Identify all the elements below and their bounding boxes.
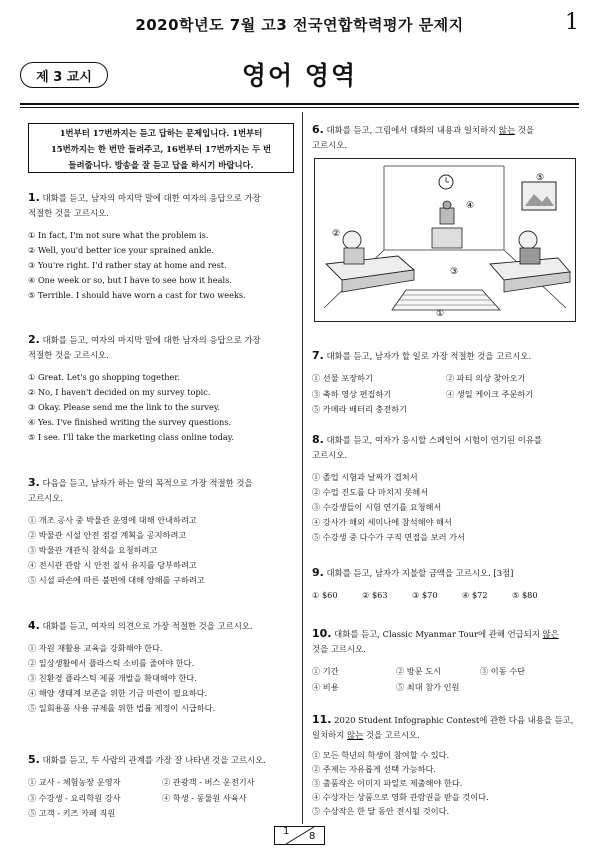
option-5[interactable]: ⑤ I see. I'll take the marketing class online today.	[28, 432, 234, 442]
option-3[interactable]: ③ 이동 수단	[480, 666, 526, 676]
session-badge: 제 3 교시	[20, 62, 108, 88]
listening-notice	[28, 123, 294, 173]
question-text: 대화를 듣고, 그림에서 대화의 내용과 일치하지	[326, 125, 499, 135]
question-text: 대화를 듣고, 남자가 지불할 금액을 고르시오. [3점]	[326, 568, 514, 578]
option-2[interactable]: ② 수업 진도를 다 마치지 못해서	[312, 487, 429, 497]
notice-line: 들려줍니다. 방송을 잘 듣고 답을 하시기 바랍니다.	[68, 160, 254, 170]
option-1[interactable]: ① 개조 공사 중 박물관 운영에 대해 안내하려고	[28, 515, 197, 525]
question-text: 대화를 듣고, 남자의 마지막 말에 대한 여자의 응답으로 가장	[42, 193, 261, 203]
option-1[interactable]: ① 기간	[312, 666, 339, 676]
option-2[interactable]: ② 방문 도시	[396, 666, 442, 676]
question-1	[28, 190, 296, 303]
option-4[interactable]: ④ 비용	[312, 681, 339, 692]
option-3[interactable]: ③ $70	[412, 590, 438, 600]
option-4[interactable]: ④ 수상자는 상품으로 영화 관람권을 받을 것이다.	[312, 792, 489, 802]
question-number: 5.	[28, 753, 40, 766]
question-11	[312, 712, 584, 818]
option-2[interactable]: ② 일상생활에서 플라스틱 소비를 줄여야 한다.	[28, 658, 195, 668]
question-8	[312, 432, 584, 545]
option-3[interactable]: ③ 박물관 개관식 참석을 요청하려고	[28, 545, 158, 555]
option-4[interactable]: ④ 학생 - 동물원 사육사	[162, 792, 247, 803]
question-5	[28, 752, 296, 822]
option-3[interactable]: ③ Okay. Please send me the link to the survey.	[28, 402, 221, 412]
option-3[interactable]: ③ 출품작은 이미지 파일로 제출해야 한다.	[312, 778, 463, 788]
option-2[interactable]: ② Well, you'd better ice your sprained ankle.	[28, 245, 214, 255]
picture-label-5: ⑤	[536, 173, 545, 183]
underlined-word: 않은	[542, 629, 559, 639]
underlined-word: 않는	[347, 730, 364, 740]
header-divider-thick	[20, 103, 579, 105]
option-2[interactable]: ② 파티 의상 찾아오기	[446, 373, 526, 383]
option-5[interactable]: ⑤ Terrible. I should have worn a cast for two weeks.	[28, 290, 246, 300]
question-9	[312, 565, 584, 604]
option-5[interactable]: ⑤ 시설 파손에 따른 불편에 대해 양해를 구하려고	[28, 575, 205, 585]
option-4[interactable]: ④ Yes. I've finished writing the survey questions.	[28, 417, 232, 427]
question-text: 대화를 듣고, 여자의 의견으로 가장 적절한 것을 고르시오.	[42, 621, 253, 631]
option-5[interactable]: ⑤ $80	[512, 590, 538, 600]
current-page: 1	[283, 826, 290, 837]
option-3[interactable]: ③ 축하 영상 편집하기	[312, 388, 392, 399]
option-5[interactable]: ⑤ 일회용품 사용 규제를 위한 법률 제정이 시급하다.	[28, 703, 216, 713]
question-3	[28, 475, 296, 588]
option-5[interactable]: ⑤ 수상작은 한 달 동안 전시될 것이다.	[312, 806, 450, 816]
question-text-cont: 적절한 것을 고르시오.	[28, 350, 109, 360]
question-text: 것을	[515, 125, 534, 135]
header-divider-thin	[20, 107, 579, 108]
question-text-cont: 고르시오.	[312, 450, 348, 460]
question-number: 7.	[312, 349, 324, 362]
question-text: 대화를 듣고, 여자가 응시할 스페인어 시험이 연기된 이유를	[326, 435, 542, 445]
option-5[interactable]: ⑤ 최대 참가 인원	[396, 681, 460, 692]
option-1[interactable]: ① In fact, I'm not sure what the problem is.	[28, 230, 209, 240]
question-number: 1.	[28, 191, 40, 204]
option-1[interactable]: ① 졸업 시험과 날짜가 겹쳐서	[312, 472, 418, 482]
option-4[interactable]: ④ 전시관 관람 시 안전 질서 유지를 당부하려고	[28, 560, 197, 570]
question-text-cont: 일치하지	[312, 730, 348, 740]
option-5[interactable]: ⑤ 고객 - 키즈 카페 직원	[28, 808, 116, 818]
question-text: 대화를 듣고, 남자가 할 일로 가장 적절한 것을 고르시오.	[326, 351, 532, 361]
question-text-cont: 것을 고르시오.	[312, 644, 366, 654]
question-number: 4.	[28, 619, 40, 632]
picture-label-4: ④	[466, 201, 475, 211]
question-number: 10.	[312, 627, 332, 640]
question-4	[28, 618, 296, 716]
picture-label-2: ②	[332, 229, 341, 239]
question-text: 대화를 듣고, 두 사람의 관계를 가장 잘 나타낸 것을 고르시오.	[42, 755, 266, 765]
question-number: 9.	[312, 566, 324, 579]
underlined-word: 않는	[498, 125, 516, 135]
option-2[interactable]: ② 주제는 자유롭게 선택 가능하다.	[312, 764, 437, 774]
option-4[interactable]: ④ 생일 케이크 주문하기	[446, 388, 534, 399]
page-indicator	[274, 826, 325, 845]
option-4[interactable]: ④ 해양 생태계 보존을 위한 기금 마련이 필요하다.	[28, 688, 208, 698]
question-number: 11.	[312, 713, 332, 726]
question-number: 2.	[28, 333, 40, 346]
option-1[interactable]: ① $60	[312, 590, 338, 600]
option-3[interactable]: ③ 수강생 - 요리학원 강사	[28, 792, 121, 803]
option-3[interactable]: ③ You're right. I'd rather stay at home and rest.	[28, 260, 227, 270]
page-header-title: 2020학년도 7월 고3 전국연합학력평가 문제지	[135, 16, 464, 34]
question-number: 3.	[28, 476, 40, 489]
option-5[interactable]: ⑤ 카메라 배터리 충전하기	[312, 404, 408, 414]
option-1[interactable]: ① 모든 학년의 학생이 참여할 수 있다.	[312, 750, 450, 760]
notice-line: 1번부터 17번까지는 듣고 답하는 문제입니다. 1번부터	[59, 128, 263, 138]
question-text-cont: 고르시오.	[28, 493, 64, 503]
column-divider	[302, 112, 303, 824]
question-6	[312, 122, 584, 153]
option-5[interactable]: ⑤ 수강생 중 다수가 구직 면접을 보러 가서	[312, 532, 465, 542]
page-number: 1	[565, 10, 579, 35]
option-1[interactable]: ① 교사 - 체험농장 운영자	[28, 777, 121, 787]
question-text-cont: 적절한 것을 고르시오.	[28, 208, 109, 218]
subject-title: 영어 영역	[241, 61, 358, 90]
question-number: 6.	[312, 123, 324, 136]
question-text: 대화를 듣고, Classic Myanmar Tour에 관해 언급되지	[334, 629, 543, 639]
question-10	[312, 626, 584, 695]
option-4[interactable]: ④ 강사가 해외 세미나에 참석해야 해서	[312, 517, 452, 527]
picture-label-3: ③	[450, 267, 459, 277]
option-2[interactable]: ② $63	[362, 590, 388, 600]
option-2[interactable]: ② 박물관 시설 안전 점검 계획을 공지하려고	[28, 530, 187, 540]
option-2[interactable]: ② 관광객 - 버스 운전기사	[162, 777, 255, 787]
option-3[interactable]: ③ 친환경 플라스틱 제품 개발을 확대해야 한다.	[28, 673, 197, 683]
question-number: 8.	[312, 433, 324, 446]
room-illustration	[314, 158, 576, 322]
question-7	[312, 348, 584, 418]
option-4[interactable]: ④ $72	[462, 590, 488, 600]
page-indicator-slash	[274, 826, 325, 845]
option-4[interactable]: ④ One week or so, but I have to see how it heals.	[28, 275, 232, 285]
notice-line: 15번까지는 한 번만 들려주고, 16번부터 17번까지는 두 번	[50, 144, 272, 154]
total-pages: 8	[309, 831, 316, 842]
option-1[interactable]: ① Great. Let's go shopping together.	[28, 372, 180, 382]
option-1[interactable]: ① 선물 포장하기	[312, 373, 373, 383]
question-text-cont: 고르시오.	[312, 140, 348, 150]
picture-label-1: ①	[436, 309, 445, 319]
option-1[interactable]: ① 자원 재활용 교육을 강화해야 한다.	[28, 643, 163, 653]
question-text: 다음을 듣고, 남자가 하는 말의 목적으로 가장 적절한 것을	[42, 478, 253, 488]
option-2[interactable]: ② No, I haven't decided on my survey topic.	[28, 387, 211, 397]
question-2	[28, 332, 296, 445]
question-text: 대화를 듣고, 여자의 마지막 말에 대한 남자의 응답으로 가장	[42, 335, 261, 345]
question-text: 2020 Student Infographic Contest에 관한 다음 내용을 듣고,	[334, 715, 574, 725]
question-text-cont: 것을 고르시오.	[363, 730, 420, 740]
option-3[interactable]: ③ 수강생들이 시험 연기를 요청해서	[312, 502, 442, 512]
